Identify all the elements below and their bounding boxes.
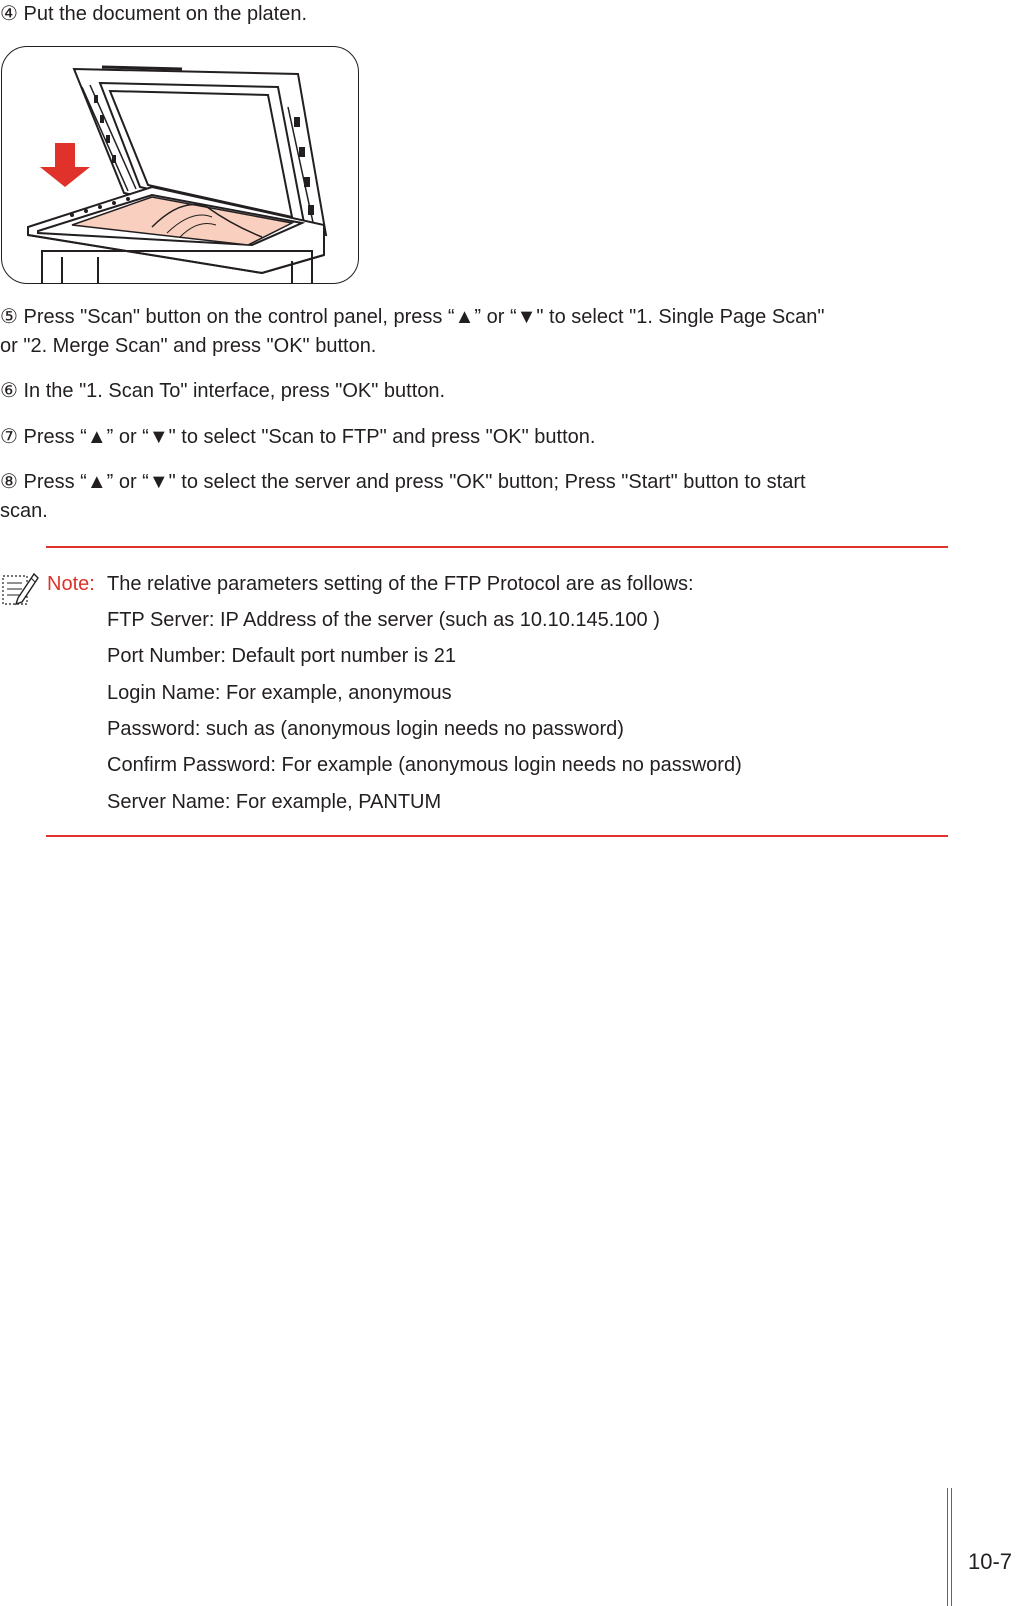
step-6-text: ⑥ In the "1. Scan To" interface, press "OK" button. [0, 380, 446, 402]
note-login-name: Login Name: For example, anonymous [107, 682, 452, 704]
note-intro: The relative parameters setting of the FTP Protocol are as follows: [107, 573, 694, 595]
note-pencil-icon [0, 570, 40, 610]
step-7-text: ⑦ Press “▲” or “▼" to select "Scan to FTP" and press "OK" button. [0, 426, 596, 448]
page-number-rule-right [951, 1488, 952, 1606]
note-server-name: Server Name: For example, PANTUM [107, 791, 442, 813]
step-5-text-line-1: ⑤ Press "Scan" button on the control panel, press “▲” or “▼" to select "1. Single Page Scan" [0, 306, 825, 328]
note-password: Password: such as (anonymous login needs no password) [107, 718, 624, 740]
scanner-platen-drawing [2, 47, 359, 284]
note-bottom-rule [46, 835, 948, 837]
note-confirm-password: Confirm Password: For example (anonymous login needs no password) [107, 754, 742, 776]
note-top-rule [46, 546, 948, 548]
note-port-number: Port Number: Default port number is 21 [107, 645, 457, 667]
step-5-text-line-2: or "2. Merge Scan" and press "OK" button. [0, 335, 377, 357]
page-number: 10-7 [968, 1549, 1013, 1574]
step-8-text-line-2: scan. [0, 500, 48, 522]
page-number-rule-left [947, 1488, 948, 1606]
step-8-text-line-1: ⑧ Press “▲” or “▼" to select the server and press "OK" button; Press "Start" button to start [0, 471, 806, 493]
note-label: Note: [47, 573, 95, 595]
platen-illustration [1, 46, 359, 284]
step-4-text: ④ Put the document on the platen. [0, 3, 308, 25]
note-ftp-server: FTP Server: IP Address of the server (such as 10.10.145.100 ) [107, 609, 660, 631]
down-arrow-icon [40, 143, 90, 187]
